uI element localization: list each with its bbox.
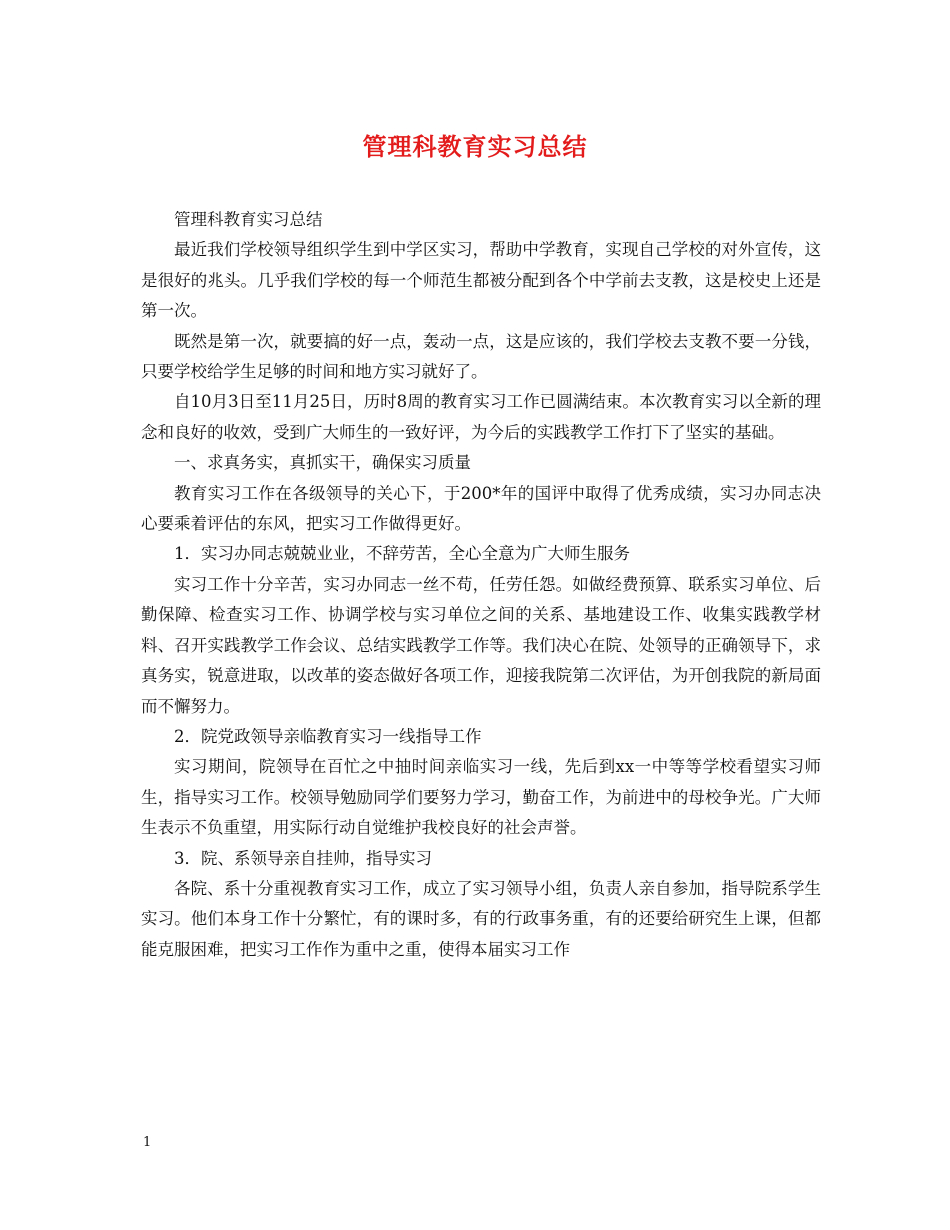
paragraph: 各院、系十分重视教育实习工作，成立了实习领导小组，负责人亲自参加，指导院系学生实习。他们本身工作十分繁忙，有的课时多，有的行政事务重，有的还要给研究生上课，但都能克服困难，把实习工作作为重中之重，使得本届实习工作	[141, 878, 821, 959]
document-body	[141, 205, 821, 965]
paragraph: 最近我们学校领导组织学生到中学区实习，帮助中学教育，实现自己学校的对外宣传，这是很好的兆头。几乎我们学校的每一个师范生都被分配到各个中学前去支教，这是校史上还是第一次。	[141, 240, 821, 321]
paragraph: 既然是第一次，就要搞的好一点，轰动一点，这是应该的，我们学校去支教不要一分钱，只要学校给学生足够的时间和地方实习就好了。	[141, 331, 821, 382]
paragraph: 教育实习工作在各级领导的关心下，于200*年的国评中取得了优秀成绩，实习办同志决心要乘着评估的东风，把实习工作做得更好。	[141, 483, 821, 534]
document-title: 管理科教育实习总结	[362, 132, 588, 161]
section-heading: 一、求真务实，真抓实干，确保实习质量	[174, 453, 471, 473]
paragraph: 管理科教育实习总结	[174, 210, 323, 229]
paragraph: 实习工作十分辛苦，实习办同志一丝不苟，任劳任怨。如做经费预算、联系实习单位、后勤保障、检查实习工作、协调学校与实习单位之间的关系、基地建设工作、收集实践教学材料、召开实践教学工作会议、总结实践教学工作等。我们决心在院、处领导的正确领导下，求真务实，锐意进取，以改革的姿态做好各项工作，迎接我院第二次评估，为开创我院的新局面而不懈努力。	[141, 574, 821, 716]
paragraph: 实习期间，院领导在百忙之中抽时间亲临实习一线，先后到xx一中等等学校看望实习师生，指导实习工作。校领导勉励同学们要努力学习，勤奋工作，为前进中的母校争光。广大师生表示不负重望，用实际行动自觉维护我校良好的社会声誉。	[141, 757, 821, 838]
subsection-heading: 2．院党政领导亲临教育实习一线指导工作	[174, 726, 482, 746]
subsection-heading: 3．院、系领导亲自挂帅，指导实习	[174, 848, 432, 868]
paragraph: 自10月3日至11月25日，历时8周的教育实习工作已圆满结束。本次教育实习以全新的理念和良好的收效，受到广大师生的一致好评，为今后的实践教学工作打下了坚实的基础。	[141, 392, 821, 442]
subsection-heading: 1．实习办同志兢兢业业，不辞劳苦，全心全意为广大师生服务	[174, 544, 630, 564]
page-number: 1	[143, 1135, 152, 1150]
